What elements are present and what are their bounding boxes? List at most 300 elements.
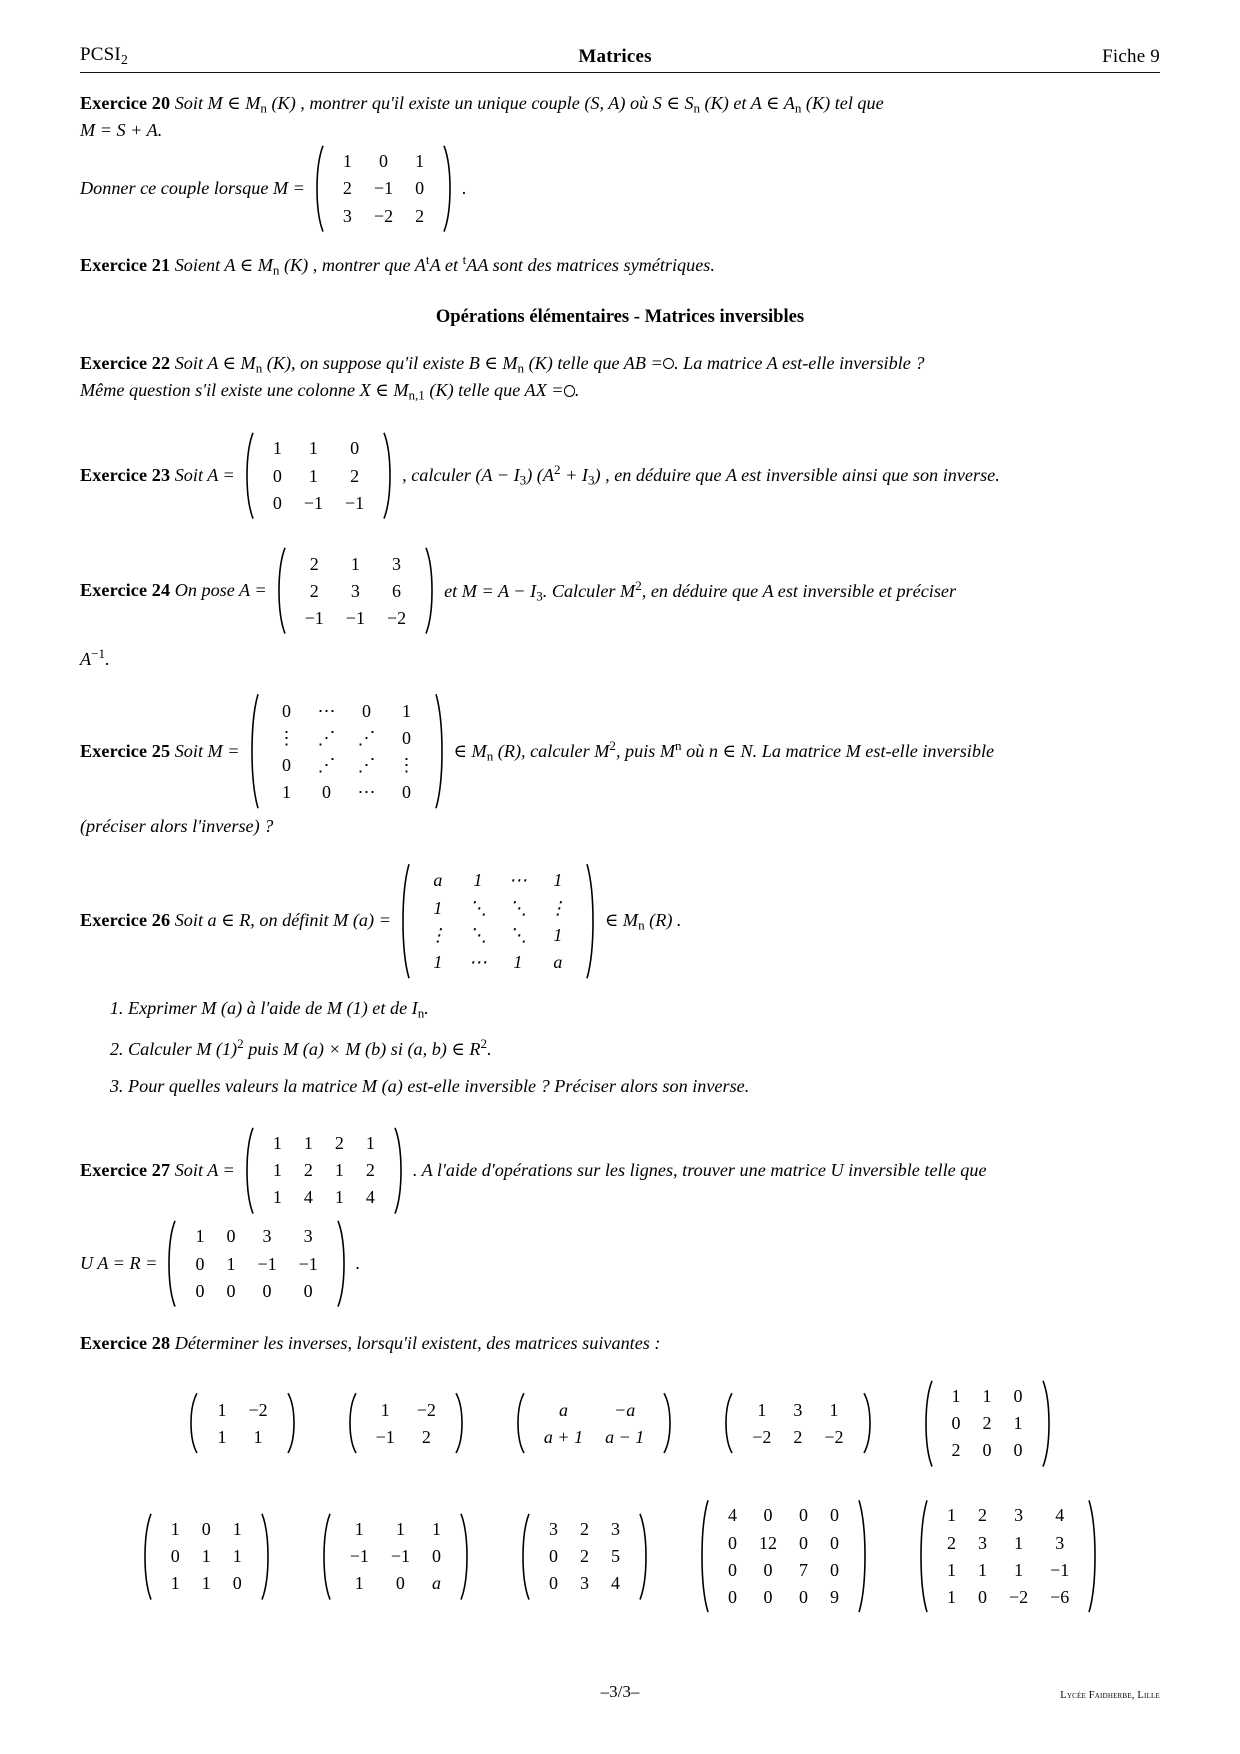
matrix-cell: 0: [262, 1280, 272, 1301]
ex26-pa: ∈ M: [604, 909, 639, 930]
matrix-cell: 7: [799, 1559, 808, 1580]
exercise-26-question-list: [80, 995, 1160, 1099]
right-paren: [286, 1392, 301, 1454]
ex26-q2-sup1: 2: [237, 1035, 244, 1051]
matrix-cell: −1: [390, 1546, 410, 1567]
left-paren: [162, 1219, 177, 1308]
ex22-l2c: (K) telle que AX =: [424, 380, 564, 401]
right-paren: [382, 431, 397, 520]
matrix-cell: 2: [580, 1546, 589, 1567]
ex23-pg: ) , en déduire que A est inversible ainsi que son inverse.: [594, 465, 1000, 486]
right-paren: [434, 693, 449, 809]
exercise-27-line2: [80, 1219, 1160, 1308]
matrix-cell: ⋱: [508, 897, 527, 918]
ex22-sub-n1col: n,1: [408, 387, 425, 403]
matrix-cells: [177, 1219, 335, 1308]
matrix: [516, 1512, 653, 1601]
left-paren: [516, 1512, 531, 1601]
matrix-cell: 0: [272, 492, 282, 513]
matrix-cell: 2: [793, 1426, 803, 1447]
left-paren: [272, 546, 287, 635]
exercise-22-line2: [80, 377, 1160, 405]
ex21-a: Soient A ∈ M: [174, 255, 273, 276]
ex27-UA-label: U A = R =: [80, 1252, 158, 1273]
ex23-pc: ) (A: [526, 465, 554, 486]
matrix-cell: −1: [349, 1546, 369, 1567]
left-paren: [511, 1392, 526, 1454]
matrix-cell: −1: [373, 178, 394, 199]
matrix-cell: 1: [342, 151, 352, 172]
matrix-cell: 1: [432, 1519, 441, 1539]
ex24-dot: .: [105, 648, 110, 669]
matrix-cell: 0: [395, 1573, 405, 1594]
exercise-25-matrix: [245, 693, 449, 809]
matrix-cell: 0: [232, 1573, 242, 1594]
matrix-cell: −2: [386, 608, 407, 629]
matrix-cells: [332, 1512, 459, 1601]
exercise-25-label: Exercice 25: [80, 740, 171, 761]
matrix-cell: 0: [195, 1253, 205, 1274]
matrix-cell: 3: [1055, 1532, 1065, 1553]
matrix-cell: a: [553, 951, 563, 972]
matrix-cell: 0: [728, 1559, 737, 1580]
matrix-cell: 0: [282, 700, 292, 721]
right-paren: [393, 1126, 408, 1215]
exercise-27: [80, 1126, 1160, 1215]
ex23-sub3a: 3: [519, 472, 527, 488]
matrix-cell: 1: [947, 1505, 956, 1526]
matrix-cell: 0: [549, 1546, 558, 1567]
matrix-cell: 3: [350, 580, 360, 601]
matrix-cell: 2: [580, 1519, 589, 1539]
matrix-cell: 1: [829, 1399, 839, 1420]
matrix-cells: [710, 1498, 857, 1614]
matrix-cells: [411, 863, 585, 979]
matrix-cell: 1: [553, 870, 563, 891]
matrix-cell: ⋱: [468, 897, 487, 918]
page-footer: [80, 1682, 1160, 1702]
matrix-cell: 0: [226, 1226, 236, 1247]
matrix-cell: 0: [982, 1440, 992, 1461]
ex25-sup2: 2: [609, 738, 616, 754]
matrix-cell: a: [559, 1399, 568, 1420]
exercise-24-label: Exercice 24: [80, 580, 171, 601]
matrix-cell: 1: [272, 1160, 282, 1181]
matrix-cell: 0: [272, 465, 282, 486]
matrix-cell: 1: [947, 1559, 956, 1580]
matrix-cell: 2: [365, 1160, 375, 1181]
matrix-cell: ⋱: [508, 924, 527, 945]
ex26-q1-sub: n: [417, 1005, 425, 1021]
matrix-cell: 1: [308, 438, 318, 459]
matrix: [914, 1498, 1102, 1614]
matrix-cell: 1: [201, 1546, 211, 1567]
matrix-cell: −2: [752, 1426, 772, 1447]
matrix-cell: 2: [309, 553, 319, 574]
matrix-cell: 0: [402, 728, 412, 749]
matrix-cell: 0: [350, 438, 360, 459]
ex21-e: AA sont des matrices symétriques.: [466, 255, 715, 276]
matrix: [919, 1379, 1056, 1468]
matrix-cell: 2: [421, 1426, 431, 1447]
ex24-pre: On pose A =: [174, 580, 267, 601]
matrix-cell: 12: [759, 1532, 777, 1553]
matrix-cell: 1: [272, 1187, 282, 1208]
matrix-cell: 4: [1055, 1505, 1065, 1526]
exercise-26-matrix: [396, 863, 600, 979]
matrix-cell: 1: [365, 1133, 375, 1154]
left-paren: [719, 1392, 734, 1454]
exercise-27-matrix-A: [240, 1126, 408, 1215]
matrix: [184, 1392, 300, 1454]
exercise-22-label: Exercice 22: [80, 352, 171, 373]
ex20-text-e: (K) et A ∈ A: [700, 92, 795, 113]
left-paren: [245, 693, 260, 809]
left-paren: [914, 1498, 929, 1614]
matrix-cell: ⋯: [357, 782, 376, 803]
ex23-sup2: 2: [553, 462, 561, 478]
exercise-27-matrix-R: [162, 1219, 350, 1308]
matrix-cell: 0: [170, 1546, 180, 1567]
matrix-cell: 1: [415, 151, 425, 172]
matrix-cell: 2: [947, 1532, 956, 1553]
matrix-cell: 3: [580, 1573, 589, 1594]
header-right: Fiche 9: [1102, 45, 1160, 67]
matrix-cell: 2: [334, 1133, 344, 1154]
matrix-cell: 0: [432, 1546, 441, 1567]
matrix-cell: 6: [392, 580, 402, 601]
matrix-cell: −1: [298, 1253, 318, 1274]
matrix-cell: 1: [350, 553, 360, 574]
matrix-cell: ⋯: [508, 870, 527, 891]
exercise-24: [80, 546, 1160, 635]
ex25-post: [454, 737, 995, 766]
matrix-cell: 1: [232, 1519, 242, 1539]
matrix-cell: 3: [342, 205, 352, 226]
left-paren: [240, 431, 255, 520]
matrix-cell: 1: [195, 1226, 205, 1247]
right-paren: [336, 1219, 351, 1308]
matrix-cell: −1: [345, 608, 365, 629]
ex26-pc: (R) .: [644, 909, 682, 930]
matrix-cell: 0: [303, 1280, 313, 1301]
ex22-f: . La matrice A est-elle inversible ?: [674, 352, 925, 373]
matrix-cell: 3: [303, 1226, 313, 1247]
matrix: [138, 1512, 275, 1601]
matrix-cell: 2: [415, 205, 425, 226]
ex23-pe: + I: [560, 465, 588, 486]
matrix-cell: 2: [978, 1505, 987, 1526]
matrix-cell: ⋱: [468, 924, 487, 945]
matrix-cell: 0: [728, 1532, 737, 1553]
right-paren: [638, 1512, 653, 1601]
ex20-sub-n1: n: [260, 100, 267, 116]
ex20-sub-n3: n: [794, 100, 802, 116]
matrix-cell: 4: [728, 1505, 737, 1526]
matrix-cell: ⋯: [468, 951, 487, 972]
left-paren: [695, 1498, 710, 1614]
ex21-c: (K) , montrer que A: [279, 255, 426, 276]
matrix-cells: [929, 1498, 1087, 1614]
matrix: [719, 1392, 876, 1454]
exercise-21-label: Exercice 21: [80, 255, 171, 276]
header-title: Matrices: [578, 45, 652, 67]
right-paren: [1087, 1498, 1102, 1614]
exercise-24-line2: [80, 646, 1160, 670]
matrix-cell: 3: [392, 553, 402, 574]
section-title: Opérations élémentaires - Matrices inversibles: [435, 305, 805, 327]
ex25-sup-n: n: [675, 738, 682, 754]
matrix-cell: 0: [728, 1586, 737, 1607]
exercise-20-line3: [80, 144, 1160, 233]
matrix-cell: 1: [757, 1399, 767, 1420]
ex27-tail: .: [355, 1252, 361, 1273]
ex22-sub-n1: n: [255, 360, 263, 376]
matrix-cell: 0: [799, 1532, 808, 1553]
ex22-e: (K) telle que AB =: [524, 352, 663, 373]
matrix: [695, 1498, 872, 1614]
exercise-23-label: Exercice 23: [80, 464, 171, 485]
page-number: –3/3–: [600, 1682, 640, 1701]
matrix-cell: 0: [978, 1586, 987, 1607]
matrix-cell: ⋰: [317, 755, 336, 776]
matrix-cell: −1: [257, 1253, 277, 1274]
right-paren: [454, 1392, 469, 1454]
matrix-cell: 0: [1013, 1386, 1023, 1407]
ex25-pc: (R), calculer M: [493, 741, 610, 762]
matrix-cell: 9: [830, 1586, 839, 1607]
matrix-cell: 2: [982, 1413, 992, 1434]
matrix-cell: 0: [402, 782, 412, 803]
matrix-cell: 0: [201, 1519, 211, 1539]
ex26-post: [605, 908, 682, 935]
ex20-text-c: (K) , montrer qu'il existe un unique couple (S, A) où S ∈ S: [266, 92, 694, 113]
ex20-tail: .: [462, 177, 467, 198]
matrix-cell: 1: [253, 1426, 263, 1447]
matrix-cell: −2: [824, 1426, 844, 1447]
exercise-25-line2: (préciser alors l'inverse) ?: [80, 815, 274, 836]
left-paren: [138, 1512, 153, 1601]
exercise-22: [80, 350, 1160, 405]
matrix-cell: 2: [350, 465, 360, 486]
ex22-sub-n2: n: [517, 360, 525, 376]
ex21-d: A et: [429, 255, 463, 276]
matrix-cell: ⋰: [357, 728, 376, 749]
zero-matrix-icon-2: [564, 385, 575, 396]
matrix-cell: 1: [433, 951, 443, 972]
matrix-cell: −2: [416, 1399, 436, 1420]
ex20-donner-text: Donner ce couple lorsque M =: [80, 177, 305, 198]
matrix-cell: 0: [322, 782, 332, 803]
matrix-cell: 2: [951, 1440, 961, 1461]
matrix-cells: [531, 1512, 638, 1601]
matrix-cell: −1: [304, 608, 324, 629]
exercise-20-matrix: [310, 144, 457, 233]
ex26-q2a: Calculer M (1): [128, 1038, 238, 1059]
matrix-cell: 3: [262, 1226, 272, 1247]
matrix-cell: 0: [549, 1573, 558, 1594]
matrix-cell: 3: [549, 1519, 558, 1539]
matrix-cells: [255, 431, 382, 520]
matrix-cell: 1: [354, 1519, 364, 1539]
matrix-cell: a: [433, 870, 443, 891]
matrix-cell: 0: [362, 700, 372, 721]
exercise-28-matrix-row-1: [80, 1379, 1160, 1468]
matrix-cell: 1: [380, 1399, 390, 1420]
exercise-28-matrix-row-2: [80, 1498, 1160, 1614]
matrix-cell: 1: [170, 1519, 180, 1539]
matrix-cell: 1: [473, 870, 483, 891]
matrix-cell: ⋰: [317, 728, 336, 749]
matrix: [317, 1512, 474, 1601]
matrix-cells: [526, 1392, 662, 1454]
ex26-sub-n: n: [638, 917, 645, 933]
matrix-cell: ⋮: [397, 755, 416, 776]
matrix-cell: 1: [354, 1573, 364, 1594]
school-name: Lycée Faidherbe, Lille: [1060, 1690, 1160, 1701]
matrix-cell: 0: [763, 1505, 773, 1526]
page-header: [80, 44, 1160, 73]
matrix-cell: −2: [1009, 1586, 1029, 1607]
left-paren: [343, 1392, 358, 1454]
matrix-cell: −1: [1050, 1559, 1070, 1580]
exercise-23: [80, 431, 1160, 520]
matrix-cells: [153, 1512, 260, 1601]
matrix-cell: 1: [308, 465, 318, 486]
matrix-cell: 4: [365, 1187, 375, 1208]
ex25-pre: Soit M =: [174, 740, 240, 761]
ex27-pre: Soit A =: [174, 1159, 235, 1180]
matrix-cell: 4: [303, 1187, 313, 1208]
matrix-cell: ⋮: [548, 897, 567, 918]
matrix-cell: 1: [282, 782, 292, 803]
header-left-text: PCSI: [80, 44, 121, 65]
matrix-cell: 1: [982, 1386, 992, 1407]
exercise-28-label: Exercice 28: [80, 1333, 171, 1354]
right-paren: [857, 1498, 872, 1614]
matrix-cells: [287, 546, 424, 635]
ex24-post: [444, 577, 956, 606]
matrix-cell: 1: [947, 1586, 956, 1607]
ex23-pre: Soit A =: [174, 464, 235, 485]
exercise-21-text: [174, 252, 715, 278]
matrix-cell: 1: [170, 1573, 180, 1594]
matrix-cell: 0: [1013, 1440, 1023, 1461]
exercise-28: [80, 1330, 1160, 1356]
exercise-27-label: Exercice 27: [80, 1159, 171, 1180]
ex23-sub3b: 3: [587, 472, 595, 488]
exercise-20: [80, 90, 1160, 233]
matrix-cell: 0: [415, 178, 425, 199]
matrix-cell: 0: [282, 755, 292, 776]
zero-matrix-icon: [663, 358, 674, 369]
list-item: 3. Pour quelles valeurs la matrice M (a) est-elle inversible ? Préciser alors son inverse.: [128, 1073, 1160, 1099]
matrix-cell: 1: [334, 1187, 344, 1208]
ex25-pa: ∈ M: [453, 741, 487, 762]
matrix-cell: 0: [799, 1505, 808, 1526]
ex22-l2d: .: [574, 380, 580, 401]
matrix-cell: 0: [763, 1559, 773, 1580]
exercise-23-matrix: [240, 431, 397, 520]
left-paren: [184, 1392, 199, 1454]
ex26-q2-sup2: 2: [480, 1035, 488, 1051]
right-paren: [459, 1512, 474, 1601]
matrix-cell: 1: [553, 924, 563, 945]
matrix-cell: −6: [1050, 1586, 1070, 1607]
exercise-20-label: Exercice 20: [80, 92, 171, 113]
ex21-sub-n: n: [272, 262, 280, 278]
matrix-cell: a + 1: [543, 1426, 584, 1447]
right-paren: [442, 144, 457, 233]
matrix-cells: [934, 1379, 1041, 1468]
exercise-20-line2: M = S + A.: [80, 120, 163, 141]
exercise-20-line1: [174, 92, 884, 116]
ex23-pa: , calculer (A − I: [402, 465, 520, 486]
matrix-cell: ⋯: [317, 700, 336, 721]
matrix-cells: [325, 144, 442, 233]
matrix-cell: 0: [763, 1586, 773, 1607]
header-left: [80, 44, 128, 68]
ex22-c: (K), on suppose qu'il existe B ∈ M: [262, 352, 518, 373]
matrix-cells: [255, 1126, 393, 1215]
matrix-cell: −1: [375, 1426, 395, 1447]
matrix-cell: 1: [232, 1546, 242, 1567]
matrix-cell: 2: [342, 178, 352, 199]
exercise-28-text: Déterminer les inverses, lorsqu'il existent, des matrices suivantes :: [174, 1333, 661, 1354]
matrix-cells: [199, 1392, 285, 1454]
matrix-cell: 1: [402, 700, 412, 721]
matrix-cell: ⋮: [277, 728, 296, 749]
ex24-sup-inv: −1: [91, 645, 106, 661]
ex26-q2e: .: [487, 1038, 492, 1059]
matrix-cell: 2: [303, 1160, 313, 1181]
matrix-cell: 1: [201, 1573, 211, 1594]
matrix-cells: [358, 1392, 454, 1454]
matrix-cell: 1: [395, 1519, 405, 1539]
ex24-pc: . Calculer M: [542, 580, 636, 601]
matrix-cell: 0: [195, 1280, 205, 1301]
matrix-cell: 3: [611, 1519, 620, 1539]
matrix-cell: −1: [303, 492, 323, 513]
list-item: [128, 1034, 1160, 1062]
matrix-cell: 3: [793, 1399, 803, 1420]
matrix-cell: 3: [1014, 1505, 1024, 1526]
matrix-cell: a: [432, 1573, 441, 1594]
matrix-cell: 1: [217, 1399, 227, 1420]
left-paren: [310, 144, 325, 233]
ex22-a: Soit A ∈ M: [174, 352, 256, 373]
matrix-cell: 5: [611, 1546, 620, 1567]
matrix-cell: 0: [951, 1413, 961, 1434]
matrix-cell: 0: [830, 1532, 839, 1553]
ex27-post: . A l'aide d'opérations sur les lignes, trouver une matrice U inversible telle que: [412, 1159, 987, 1180]
matrix-cell: 1: [978, 1559, 987, 1580]
matrix-cell: 1: [272, 438, 282, 459]
ex26-q1c: .: [424, 998, 429, 1019]
right-paren: [585, 863, 600, 979]
ex25-sub-n: n: [486, 748, 494, 764]
matrix-cell: 0: [799, 1586, 808, 1607]
matrix-cell: ⋰: [357, 755, 376, 776]
ex24-sup2: 2: [635, 577, 642, 593]
ex26-q1a: Exprimer M (a) à l'aide de M (1) et de I: [128, 998, 418, 1019]
ex22-l2a: Même question s'il existe une colonne X ∈ M: [80, 380, 409, 401]
matrix-cell: 1: [1014, 1532, 1024, 1553]
matrix-cell: 1: [334, 1160, 344, 1181]
matrix-cell: 0: [379, 151, 388, 172]
matrix-cell: 3: [978, 1532, 987, 1553]
ex24-sub3: 3: [536, 588, 543, 604]
